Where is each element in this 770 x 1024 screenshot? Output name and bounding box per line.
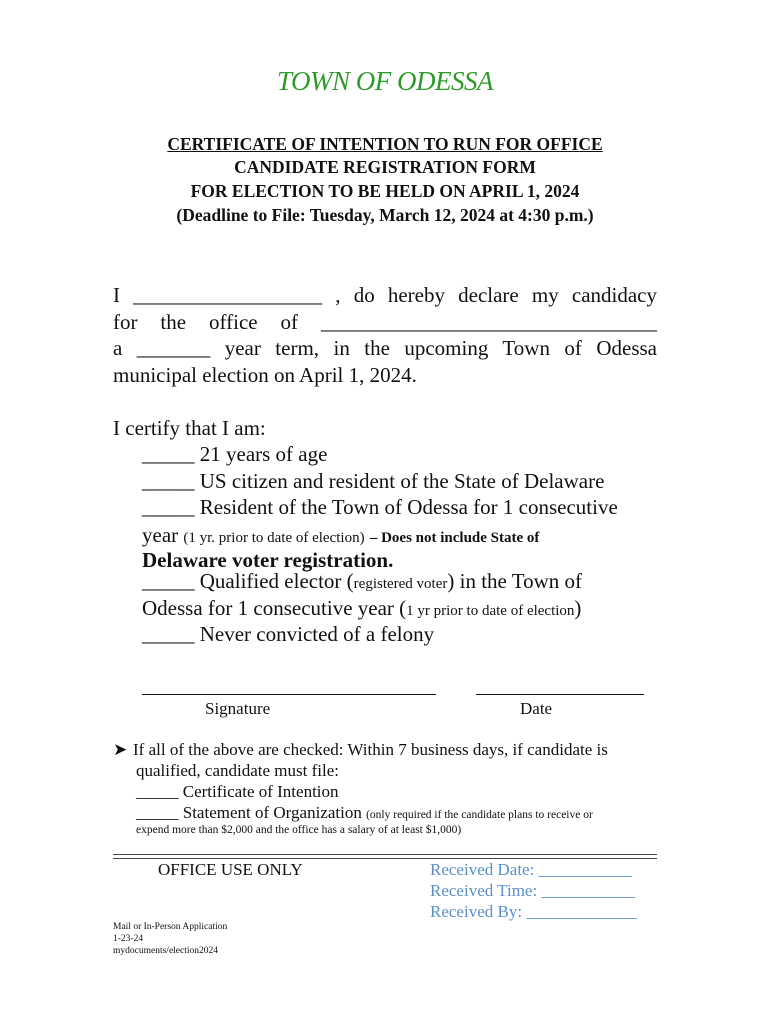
resident-year-note: (1 yr. prior to date of election) (183, 530, 365, 546)
elector-cont-c: ) (574, 596, 582, 620)
signature-label: Signature (205, 699, 271, 718)
form-subheading: CANDIDATE REGISTRATION FORM (234, 157, 536, 177)
received-date: Received Date: ___________ (430, 860, 633, 879)
declaration-line-1: I __________________ , do hereby declare my candidacy (113, 283, 657, 307)
town-title: TOWN OF ODESSA (276, 66, 493, 96)
resident-year-exclusion-cont: Delaware voter registration. (142, 548, 394, 572)
elector-text-a: _____ Qualified elector ( (142, 569, 354, 593)
resident-year-text: year (142, 523, 179, 547)
received-by: Received By: _____________ (430, 902, 637, 921)
instructions-line-3: _____ Certificate of Intention (136, 782, 339, 801)
election-date-heading: FOR ELECTION TO BE HELD ON APRIL 1, 2024 (190, 181, 580, 201)
elector-text-c: ) in the Town of (447, 569, 583, 593)
footer-line-1: Mail or In-Person Application (113, 922, 228, 932)
statement-of-organization: _____ Statement of Organization (136, 803, 362, 822)
signature-line (142, 694, 436, 695)
certify-item-elector (142, 569, 582, 594)
date-label: Date (520, 699, 553, 718)
instructions-line-1: If all of the above are checked: Within 7 business days, if candidate is (133, 740, 608, 759)
certify-intro: I certify that I am: (113, 416, 266, 440)
elector-cont-note: 1 yr prior to date of election (406, 603, 575, 619)
deadline-heading: (Deadline to File: Tuesday, March 12, 2024 at 4:30 p.m.) (176, 205, 594, 225)
certify-item-citizen: _____ US citizen and resident of the State of Delaware (142, 469, 605, 493)
resident-year-exclusion: – Does not include State of (369, 530, 540, 546)
arrow-bullet-icon: ➤ (113, 740, 128, 759)
declaration-line-2: for the office of ________________________________ (113, 309, 657, 334)
received-time: Received Time: ___________ (430, 881, 635, 900)
footer-line-2: 1-23-24 (113, 934, 144, 944)
certify-item-resident: _____ Resident of the Town of Odessa for 1 consecutive (142, 495, 618, 519)
form-heading (0, 134, 770, 155)
certify-item-age: _____ 21 years of age (142, 442, 328, 466)
office-use-label: OFFICE USE ONLY (158, 860, 303, 879)
instructions-line-4 (136, 803, 593, 823)
office-divider (113, 854, 657, 859)
footer-line-3: mydocuments/election2024 (113, 946, 219, 956)
form-heading-text: CERTIFICATE OF INTENTION TO RUN FOR OFFICE (167, 134, 603, 154)
elector-note: registered voter (353, 576, 448, 592)
declaration-line-4: municipal election on April 1, 2024. (113, 362, 417, 387)
elector-cont-a: Odessa for 1 consecutive year ( (142, 596, 407, 620)
instructions-bullet (113, 740, 608, 760)
instructions-line-2: qualified, candidate must file: (136, 761, 339, 780)
declaration-line-3: a _______ year term, in the upcoming Town of Odessa (113, 336, 657, 360)
instructions-line-5: expend more than $2,000 and the office has a salary of at least $1,000) (136, 824, 462, 836)
certify-item-resident-cont (142, 523, 539, 548)
date-line (476, 694, 644, 695)
certify-item-elector-cont (142, 596, 581, 621)
statement-note: (only required if the candidate plans to receive or (366, 809, 593, 821)
certify-item-felony: _____ Never convicted of a felony (142, 622, 435, 646)
declaration-paragraph (113, 282, 657, 388)
